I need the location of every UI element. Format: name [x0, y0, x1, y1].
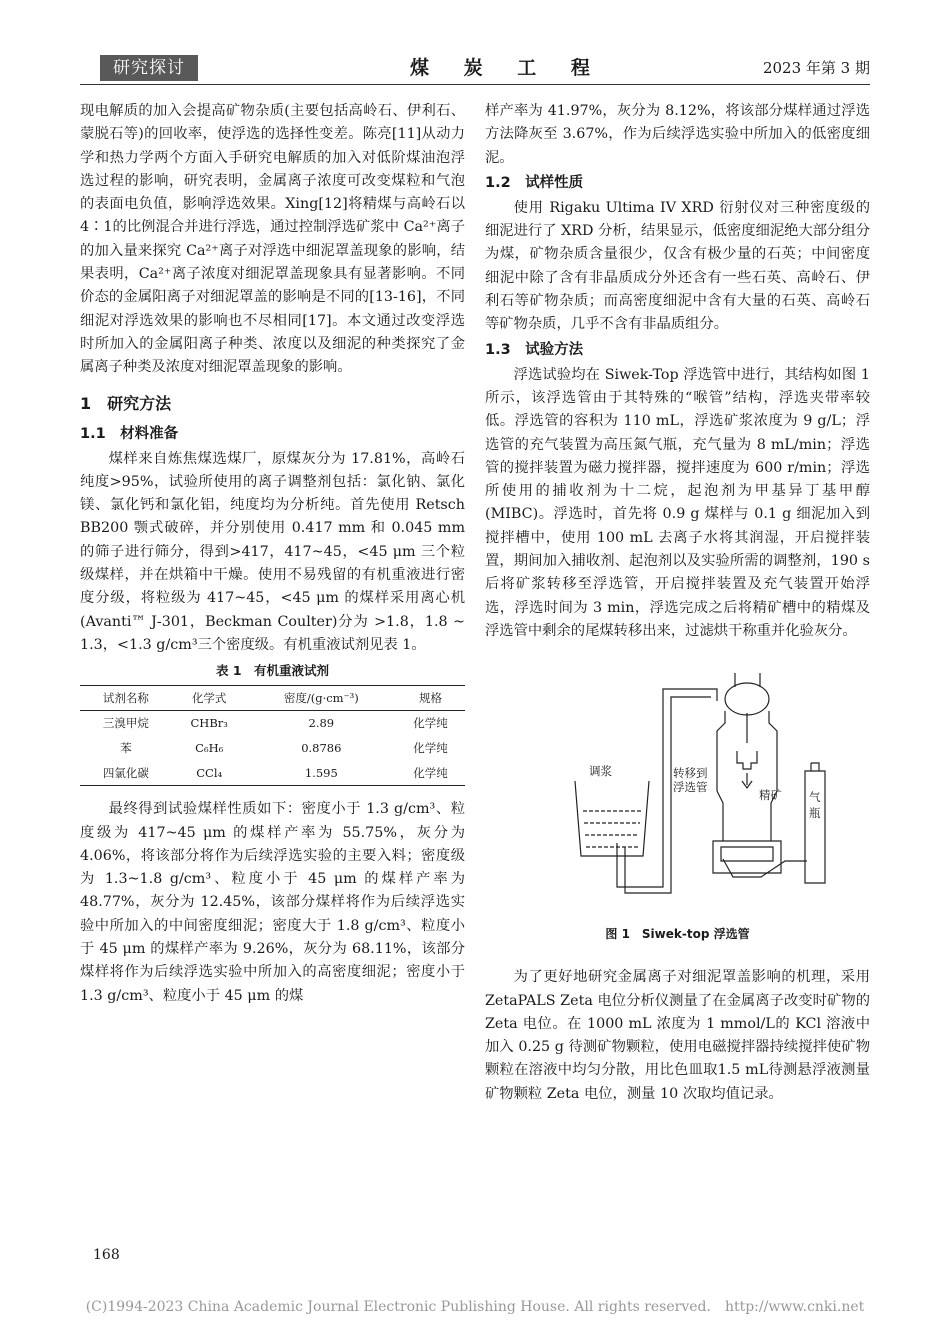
table-cell: 四氯化碳 [80, 761, 172, 786]
table-header-cell: 试剂名称 [80, 686, 172, 711]
table-row [80, 736, 465, 761]
table-header-row [80, 686, 465, 711]
left-paragraph-3: 最终得到试验煤样性质如下：密度小于 1.3 g/cm³、粒度级为 417~45 μm 的煤样产率为 55.75%，灰分为 4.06%，将该部分将作为后续浮选实验的主要入料；密度级为 1.3~1.8 g/cm³、粒度小于 45 μm 的煤样产率为 48.77%，灰分为 12.45%，该部分煤样将作为后续浮选实验中所加入的中间密度细泥；密度大于 1.8 g/cm³、粒度小于 45 μm 的煤样产率为 9.26%，灰分为 68.11%，该部分煤样将作为后续浮选实验中所加入的高密度细泥；密度小于 1.3 g/cm³、粒度小于 45 μm 的煤 [80, 801, 465, 1004]
table-cell: 1.595 [247, 761, 397, 786]
table-caption: 表 1 有机重液试剂 [215, 663, 330, 679]
journal-title: 煤 炭 工 程 [410, 57, 604, 79]
table-row [80, 761, 465, 786]
header-rule [80, 84, 870, 85]
figure-siwek-tube [485, 651, 870, 919]
left-paragraph-2: 煤样来自炼焦煤选煤厂，原煤灰分为 17.81%，高岭石纯度>95%，试验所使用的离子调整剂包括：氯化钠、氯化镁、氯化钙和氯化铝，纯度均为分析纯。首先使用 Retsch BB200 颚式破碎，并分别使用 0.417 mm 和 0.045 mm 的筛子进行筛分，得到>417，417~45，<45 μm 三个粒级煤样，并在烘箱中干燥。使用不易残留的有机重液进行密度分级，将粒级为 417~45，<45 μm 的煤样采用离心机(Avanti™ J-301，Beckman Coulter)分为 >1.8，1.8 ~ 1.3，<1.3 g/cm³三个密度级。有机重液试剂见表 1。 [80, 450, 465, 653]
table-cell: 苯 [120, 741, 132, 756]
table-cell: 化学纯 [413, 716, 448, 731]
issue-label: 2023 年第 3 期 [762, 59, 870, 77]
beaker-outline [575, 781, 649, 856]
magnetic-stirrer [713, 841, 781, 873]
table-header-cell: 规格 [396, 686, 465, 711]
table-cell: 化学纯 [413, 741, 448, 756]
concentrate-launder [737, 751, 757, 769]
reagent-table [80, 685, 465, 786]
label-concentrate: 精矿 [759, 788, 782, 803]
right-paragraph-2: 使用 Rigaku Ultima IV XRD 衍射仪对三种密度级的细泥进行了 XRD 分析，结果显示，低密度细泥绝大部分组分为煤，矿物杂质含量很少，仅含有极少量的石英；中间密度细泥中除了含有非晶质成分外还含有一些石英、高岭石、伊利石等矿物杂质；而高密度细泥中含有大量的石英、高岭石等矿物杂质，几乎不含有非晶质组分。 [485, 199, 870, 333]
label-gas-1: 气 [809, 790, 821, 805]
left-column [80, 100, 465, 1008]
section-tag: 研究探讨 [100, 55, 198, 81]
label-transfer-2: 浮选管 [673, 780, 708, 795]
heading-section-1-2: 1.2 试样性质 [485, 174, 584, 191]
table-cell: 0.8786 [301, 741, 342, 756]
table-cell: 化学纯 [396, 761, 465, 786]
label-slurry: 调浆 [589, 764, 612, 779]
gas-cylinder [805, 771, 825, 883]
table-cell: CCl₄ [172, 761, 247, 786]
table-header-cell: 化学式 [172, 686, 247, 711]
page-number: 168 [93, 1247, 120, 1263]
gas-line [723, 859, 807, 877]
label-gas-2: 瓶 [809, 806, 821, 821]
table-row [80, 711, 465, 736]
copyright-footer: (C)1994-2023 China Academic Journal Electronic Publishing House. All rights reserved. http://www.cnki.net [85, 1299, 865, 1315]
table-header-cell: 密度/(g·cm⁻³) [247, 686, 397, 711]
table-cell: 2.89 [308, 716, 335, 731]
right-paragraph-3: 浮选试验均在 Siwek-Top 浮选管中进行，其结构如图 1 所示，该浮选管由于其特殊的“喉管”结构，浮选夹带率较低。浮选管的容积为 110 mL，浮选矿浆浓度为 9 g/L；浮选管的充气装置为高压氮气瓶，充气量为 8 mL/min；浮选管的搅拌装置为磁力搅拌器，搅拌速度为 600 r/min；浮选所使用的捕收剂为十二烷，起泡剂为甲基异丁基甲醇(MIBC)。浮选时，首先将 0.9 g 煤样与 0.1 g 细泥加入到搅拌槽中，使用 100 mL 去离子水将其润湿，开启搅拌装置，期间加入捕收剂、起泡剂以及实验所需的调整剂，190 s 后将矿浆转移至浮选管，开启搅拌装置及充气装置开始浮选，浮选时间为 3 min，浮选完成之后将精矿槽中的精煤及浮选管中剩余的尾煤转移出来，过滤烘干称重并化验灰分。 [485, 366, 870, 639]
right-paragraph-4: 为了更好地研究金属离子对细泥罩盖影响的机理，采用 ZetaPALS Zeta 电位分析仪测量了在金属离子改变时矿物的 Zeta 电位。在 1000 mL 浓度为 1 mmol/L的 KCl 溶液中加入 0.25 g 待测矿物颗粒，使用电磁搅拌器持续搅拌使矿物颗粒在溶液中均匀分散，用比色皿取1.5 mL待测悬浮液测量矿物颗粒 Zeta 电位，测量 10 次取均值记录。 [485, 969, 870, 1102]
siwek-tube-diagram [485, 651, 870, 919]
table-cell: 三溴甲烷 [102, 716, 149, 731]
heading-section-1-1: 1.1 材料准备 [80, 425, 179, 442]
label-transfer-1: 转移到 [673, 766, 708, 781]
page-header [80, 55, 870, 83]
figure-caption: 图 1 Siwek-top 浮选管 [605, 927, 750, 942]
right-column [485, 100, 870, 1106]
heading-section-1-3: 1.3 试验方法 [485, 341, 584, 358]
table-cell: C₆H₆ [195, 741, 224, 756]
table-cell: CHBr₃ [190, 716, 228, 731]
heading-section-1: 1 研究方法 [80, 393, 172, 413]
left-paragraph-1: 现电解质的加入会提高矿物杂质(主要包括高岭石、伊利石、蒙脱石等)的回收率，使浮选的选择性变差。陈亮[11]从动力学和热力学两个方面入手研究电解质的加入对低阶煤油泡浮选过程的影响，研究表明，金属离子浓度可改变煤粒和气泡的表面电负值，影响浮选效果。Xing[12]将精煤与高岭石以4∶1的比例混合并进行浮选，通过控制浮选矿浆中 Ca²⁺离子的加入量来探究 Ca²⁺离子对浮选中细泥罩盖现象的影响，结果表明，Ca²⁺离子浓度对细泥罩盖现象具有显著影响。不同价态的金属阳离子对细泥罩盖的影响是不同的[13-16]，不同细泥对浮选效果的影响也不尽相同[17]。本文通过改变浮选时所加入的金属阳离子种类、浓度以及细泥的种类探究了金属离子种类及浓度对细泥罩盖现象的影响。 [80, 103, 465, 376]
tube-bulb [725, 683, 769, 715]
right-paragraph-1: 样产率为 41.97%，灰分为 8.12%，将该部分煤样通过浮选方法降灰至 3.67%，作为后续浮选实验中所加入的低密度细泥。 [485, 103, 870, 166]
